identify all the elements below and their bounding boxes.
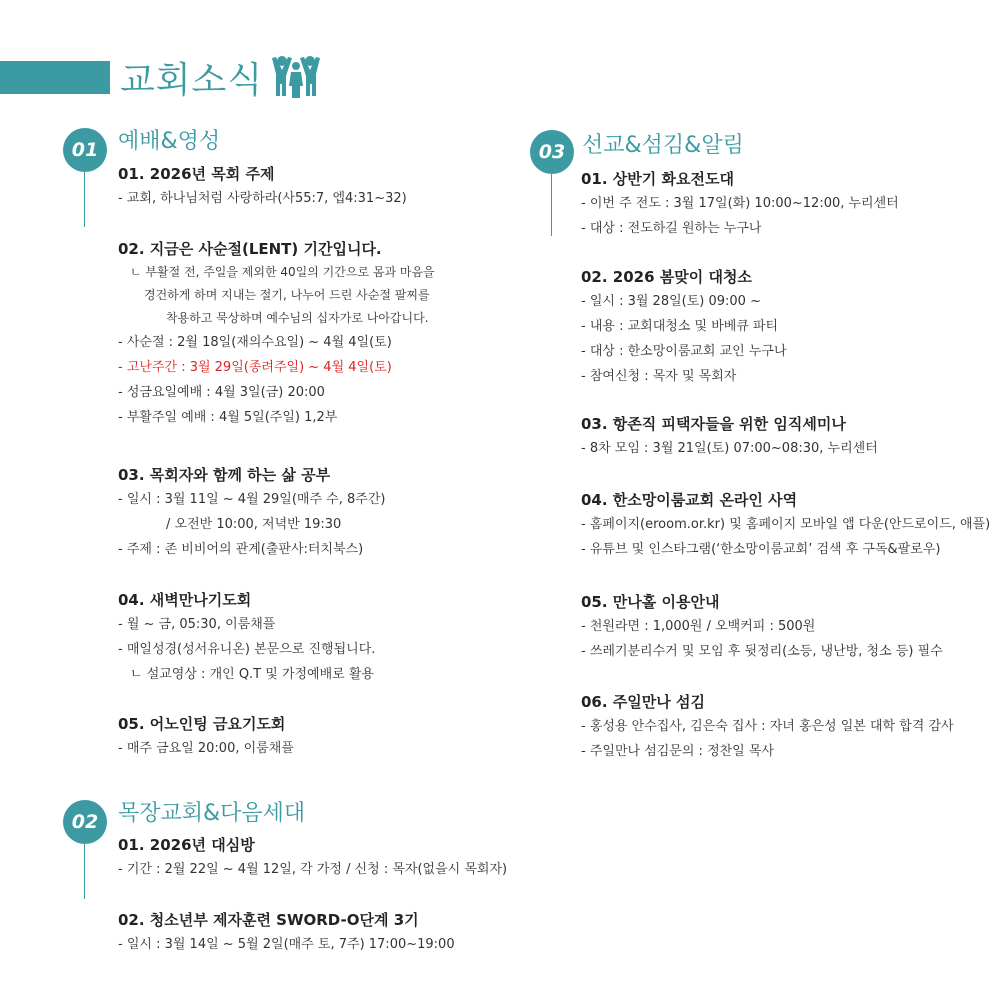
item-title: 02. 청소년부 제자훈련 SWORD-O단계 3기 <box>118 911 419 929</box>
item-line: - 주일만나 섬김문의 : 정찬일 목사 <box>581 744 774 759</box>
section-number-badge-03: 03 <box>530 130 574 174</box>
item-line: 착용하고 묵상하며 예수님의 십자가로 나아갑니다. <box>166 311 429 325</box>
item-line: / 오전반 10:00, 저녁반 19:30 <box>166 517 342 532</box>
item-line: - 주제 : 존 비비어의 관계(출판사:터치북스) <box>118 542 364 557</box>
item-block-evangelism <box>581 167 899 241</box>
item-line: - 일시 : 3월 14일 ~ 5월 2일(매주 토, 7주) 17:00~19:00 <box>118 937 455 952</box>
item-block-youth-training <box>118 908 455 957</box>
item-title: 03. 목회자와 함께 하는 삶 공부 <box>118 466 331 484</box>
item-block-friday-prayer <box>118 712 294 761</box>
item-title: 04. 새벽만나기도회 <box>118 591 252 609</box>
section-title-mission: 선교&섬김&알림 <box>582 133 744 158</box>
item-line: - 매주 금요일 20:00, 이룸채플 <box>118 741 294 756</box>
header-accent-bar <box>0 61 110 94</box>
item-line: - 사순절 : 2월 18일(재의수요일) ~ 4월 4일(토) <box>118 335 392 350</box>
item-block-manna-hall <box>581 590 943 664</box>
item-line: - 내용 : 교회대청소 및 바베큐 파티 <box>581 319 779 334</box>
item-line: ㄴ 부활절 전, 주일을 제외한 40일의 기간으로 몸과 마음을 <box>130 265 435 279</box>
item-block-theme <box>118 162 407 211</box>
section-title-cell-church: 목장교회&다음세대 <box>118 801 306 826</box>
section-divider-line <box>84 844 85 899</box>
item-title: 05. 어노인팅 금요기도회 <box>118 715 286 733</box>
item-line: - 부활주일 예배 : 4월 5일(주일) 1,2부 <box>118 410 338 425</box>
item-block-online <box>581 488 990 562</box>
section-title-worship: 예배&영성 <box>118 129 221 154</box>
item-title: 01. 2026년 대심방 <box>118 836 255 854</box>
item-title: 06. 주일만나 섬김 <box>581 693 705 711</box>
people-icon <box>270 54 322 100</box>
item-block-sunday-manna <box>581 690 954 764</box>
item-title: 02. 2026 봄맞이 대청소 <box>581 268 752 286</box>
item-title: 05. 만나홀 이용안내 <box>581 593 720 611</box>
item-block-seminar <box>581 412 878 461</box>
item-line: ㄴ 설교영상 : 개인 Q.T 및 가정예배로 활용 <box>130 667 374 682</box>
section-number-badge-02: 02 <box>63 800 107 844</box>
item-block-cleaning <box>581 265 787 389</box>
item-block-visitation <box>118 833 507 882</box>
item-line-highlight: - 고난주간 : 3월 29일(종려주일) ~ 4월 4일(토) <box>118 360 392 375</box>
item-line: - 일시 : 3월 28일(토) 09:00 ~ <box>581 294 761 309</box>
item-title: 02. 지금은 사순절(LENT) 기간입니다. <box>118 240 382 258</box>
item-line: - 참여신청 : 목자 및 목회자 <box>581 369 737 384</box>
item-line: - 유튜브 및 인스타그램(‘한소망이룸교회’ 검색 후 구독&팔로우) <box>581 542 941 557</box>
item-line: - 쓰레기분리수거 및 모임 후 뒷정리(소등, 냉난방, 청소 등) 필수 <box>581 644 943 659</box>
item-title: 03. 항존직 피택자들을 위한 임직세미나 <box>581 415 846 433</box>
item-line: - 이번 주 전도 : 3월 17일(화) 10:00~12:00, 누리센터 <box>581 196 899 211</box>
item-line: - 대상 : 한소망이룸교회 교인 누구나 <box>581 344 787 359</box>
item-line: - 교회, 하나님처럼 사랑하라(사55:7, 엡4:31~32) <box>118 191 407 206</box>
item-line: - 성금요일예배 : 4월 3일(금) 20:00 <box>118 385 325 400</box>
item-line: 경건하게 하며 지내는 절기, 나누어 드린 사순절 팔찌를 <box>144 288 430 302</box>
item-line: - 홍성용 안수집사, 김은숙 집사 : 자녀 홍은성 일본 대학 합격 감사 <box>581 719 954 734</box>
item-title: 01. 상반기 화요전도대 <box>581 170 734 188</box>
item-block-study <box>118 463 385 562</box>
item-title: 04. 한소망이룸교회 온라인 사역 <box>581 491 798 509</box>
item-line: - 월 ~ 금, 05:30, 이룸채플 <box>118 617 276 632</box>
item-line: - 천원라면 : 1,000원 / 오백커피 : 500원 <box>581 619 816 634</box>
item-title: 01. 2026년 목회 주제 <box>118 165 275 183</box>
item-line: - 매일성경(성서유니온) 본문으로 진행됩니다. <box>118 642 376 657</box>
page-title: 교회소식 <box>120 60 264 101</box>
item-line: - 일시 : 3월 11일 ~ 4월 29일(매주 수, 8주간) <box>118 492 386 507</box>
item-line: - 8차 모임 : 3월 21일(토) 07:00~08:30, 누리센터 <box>581 441 878 456</box>
item-line: - 홈페이지(eroom.or.kr) 및 홈페이지 모바일 앱 다운(안드로이드, 애플) <box>581 517 991 532</box>
item-block-lent <box>118 237 435 430</box>
item-block-dawn-prayer <box>118 588 375 687</box>
section-divider-line <box>551 174 552 236</box>
item-line: - 대상 : 전도하길 원하는 누구나 <box>581 221 762 236</box>
section-number-badge-01: 01 <box>63 128 107 172</box>
section-divider-line <box>84 172 85 227</box>
item-line: - 기간 : 2월 22일 ~ 4월 12일, 각 가정 / 신청 : 목자(없을시 목회자) <box>118 862 508 877</box>
